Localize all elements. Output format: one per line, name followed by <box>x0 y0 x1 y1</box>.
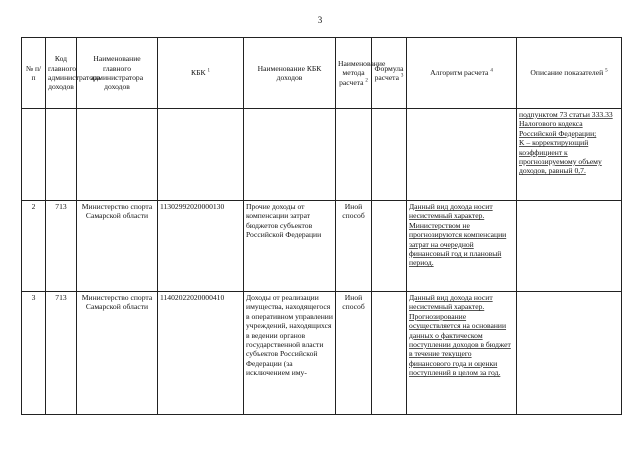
cell-admin-code <box>46 109 77 201</box>
header-method-name: Наименование метода расчета $^2$ <box>336 38 372 109</box>
algorithm-paragraph: Данный вид дохода носит несистемный характер. <box>409 293 493 312</box>
cell-admin-code: 713 <box>46 201 77 292</box>
header-kbk: КБК $^1$ <box>158 38 244 109</box>
header-income-name: Наименование КБК доходов <box>244 38 336 109</box>
cell-description <box>517 201 622 292</box>
cell-algorithm <box>407 292 517 415</box>
cell-method <box>336 109 372 201</box>
header-description: Описание показателей $^5$ <box>517 38 622 109</box>
cell-formula <box>372 292 407 415</box>
table-row <box>22 292 622 415</box>
table-row <box>22 109 622 201</box>
cell-description <box>517 109 622 201</box>
cell-income-name: Прочие доходы от компенсации затрат бюджетов субъектов Российской Федерации <box>244 201 336 292</box>
cell-income-name <box>244 109 336 201</box>
algorithm-paragraph: Прогнозирование осуществляется на основании данных о фактическом поступлении доходов в бюджет в течение текущего финансового года и оценки поступлений в целом за год. <box>409 311 511 378</box>
table-header-row <box>22 38 622 109</box>
cell-kbk: 11302992020000130 <box>158 201 244 292</box>
header-admin-code: Код главного администратора доходов <box>46 38 77 109</box>
income-forecast-table <box>21 37 622 415</box>
cell-admin-code: 713 <box>46 292 77 415</box>
cell-method: Иной способ <box>336 292 372 415</box>
cell-description <box>517 292 622 415</box>
cell-num: 3 <box>22 292 46 415</box>
cell-algorithm <box>407 201 517 292</box>
cell-num <box>22 109 46 201</box>
cell-formula <box>372 201 407 292</box>
description-paragraph: подпунктом 73 статьи 333.33 Налогового кодекса Российской Федерации; <box>519 110 613 138</box>
cell-algorithm <box>407 109 517 201</box>
table-row <box>22 201 622 292</box>
algorithm-paragraph: Министерством не прогнозируются компенсации затрат на очередной финансовый год и плановый период. <box>409 220 507 268</box>
cell-admin-name <box>77 109 158 201</box>
header-num: № п/п <box>22 38 46 109</box>
cell-admin-name: Министерство спорта Самарской области <box>77 292 158 415</box>
cell-income-name: Доходы от реализации имущества, находящегося в оперативном управлении учреждений, находящихся в ведении органов государственной власти субъектов Российской Федерации (за исключением иму- <box>244 292 336 415</box>
page-number: 3 <box>317 15 323 25</box>
description-paragraph: K – корректирующий коэффициент к прогнозируемому объему доходов, равный 0,7. <box>519 138 602 176</box>
cell-num: 2 <box>22 201 46 292</box>
header-formula: Формула расчета $^3$ <box>372 38 407 109</box>
cell-method: Иной способ <box>336 201 372 292</box>
cell-kbk <box>158 109 244 201</box>
header-algorithm: Алгоритм расчета $^4$ <box>407 38 517 109</box>
header-admin-name: Наименование главного администратора доходов <box>77 38 158 109</box>
cell-admin-name: Министерство спорта Самарской области <box>77 201 158 292</box>
cell-kbk: 11402022020000410 <box>158 292 244 415</box>
algorithm-paragraph: Данный вид дохода носит несистемный характер. <box>409 202 493 221</box>
cell-formula <box>372 109 407 201</box>
